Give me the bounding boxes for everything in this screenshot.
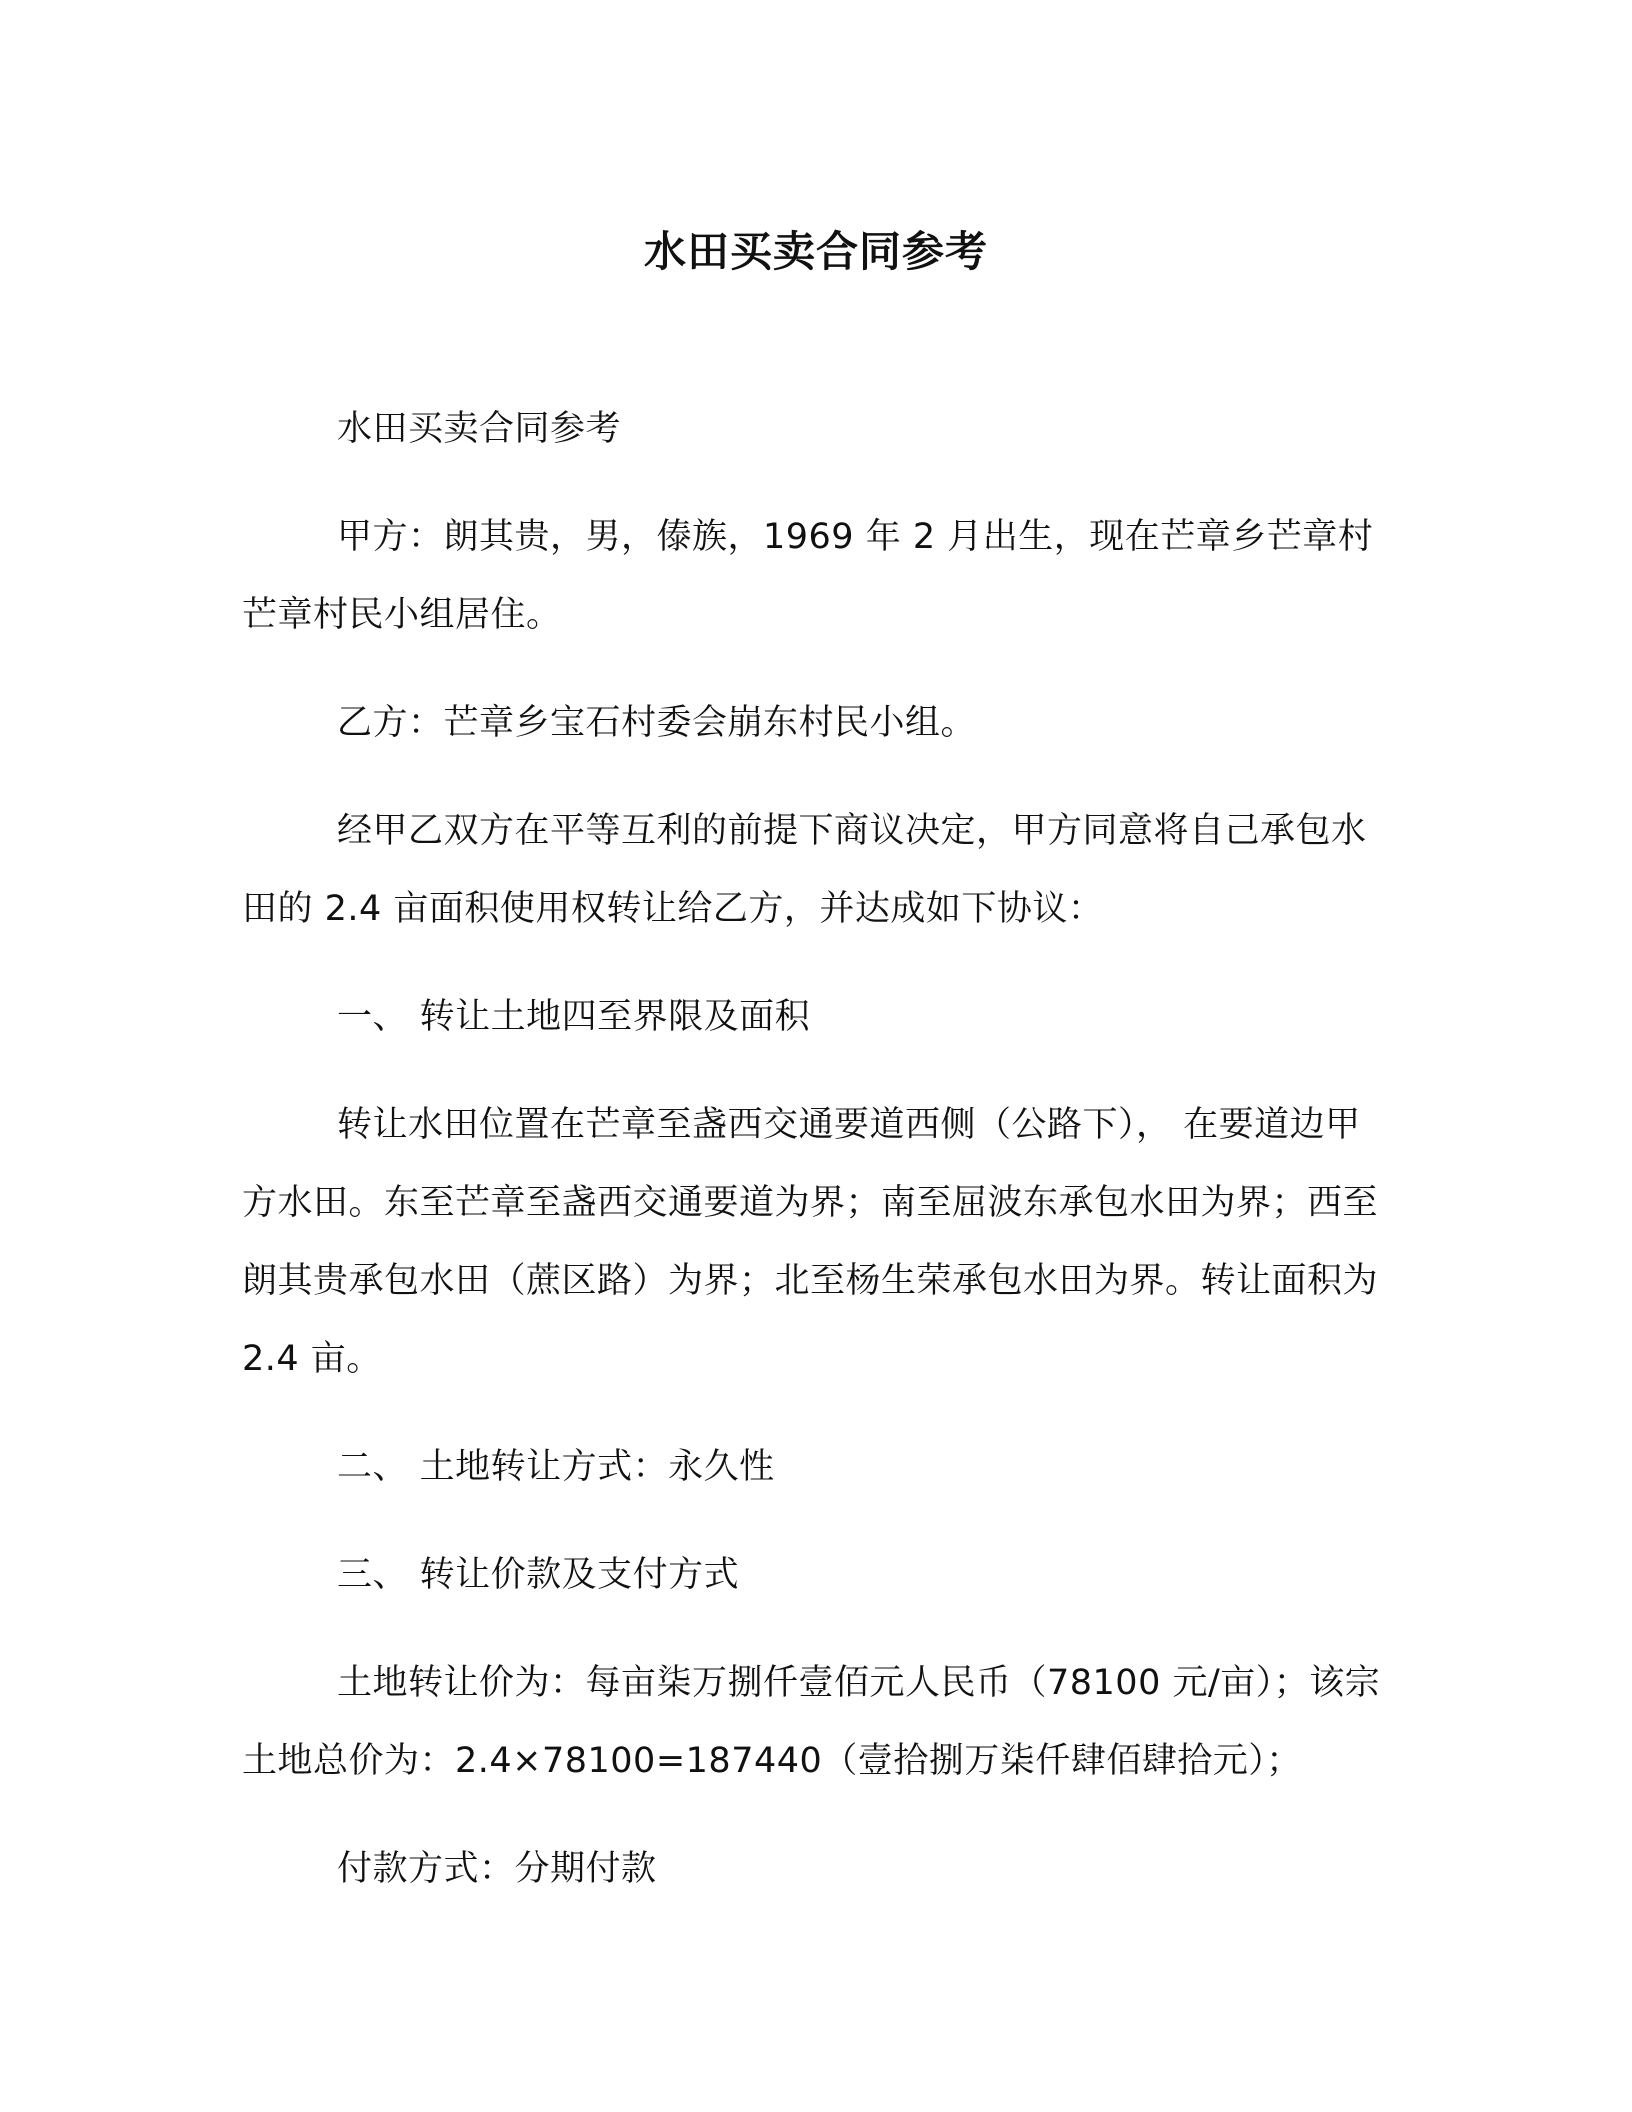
paragraph-land-boundaries: 转让水田位置在芒章至盏西交通要道西侧（公路下）， 在要道边甲方水田。东至芒章至盏西交通要道为界；南至屈波东承包水田为界；西至朗其贵承包水田（蔗区路）为界；北至杨生荣承包水田为界。转让面积为 2.4 亩。	[242, 1105, 1379, 1379]
section-heading-2: 二、 土地转让方式：永久性	[337, 1447, 775, 1487]
paragraph-payment-method: 付款方式：分期付款	[337, 1849, 657, 1889]
section-heading-3: 三、 转让价款及支付方式	[337, 1555, 740, 1595]
paragraph-price: 土地转让价为：每亩柒万捌仟壹佰元人民币（78100 元/亩）；该宗土地总价为：2.4×78100=187440（壹拾捌万柒仟肆佰肆拾元）；	[242, 1663, 1381, 1781]
paragraph-subtitle: 水田买卖合同参考	[337, 409, 622, 449]
document-body	[242, 390, 1390, 1938]
section-heading-1: 一、 转让土地四至界限及面积	[337, 997, 811, 1037]
paragraph-party-b: 乙方：芒章乡宝石村委会崩东村民小组。	[337, 703, 977, 743]
paragraph-agreement-intro: 经甲乙双方在平等互利的前提下商议决定，甲方同意将自己承包水田的 2.4 亩面积使用权转让给乙方，并达成如下协议：	[242, 811, 1367, 929]
paragraph-party-a: 甲方：朗其贵，男，傣族，1969 年 2 月出生，现在芒章乡芒章村芒章村民小组居住。	[242, 517, 1374, 635]
document-title: 水田买卖合同参考	[643, 227, 988, 276]
